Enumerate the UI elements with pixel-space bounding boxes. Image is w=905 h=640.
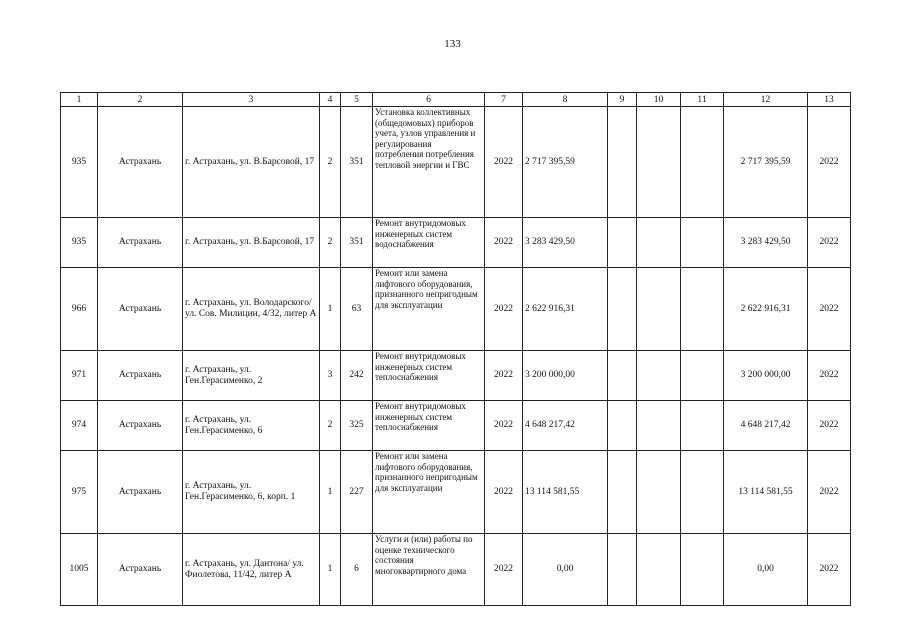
work-type-cell: Ремонт или замена лифтового оборудования, признанного непригодным для эксплуатации — [373, 268, 485, 351]
column-header: 9 — [608, 93, 637, 107]
col5-cell: 242 — [341, 351, 373, 401]
work-type-cell: Ремонт внутридомовых инженерных систем теплоснабжения — [373, 401, 485, 451]
table-row — [61, 351, 851, 401]
col11-cell — [681, 218, 724, 268]
row-id: 1005 — [61, 534, 98, 606]
col12-cell: 0,00 — [724, 534, 808, 606]
row-id: 935 — [61, 107, 98, 218]
col12-cell: 13 114 581,55 — [724, 451, 808, 534]
column-header: 11 — [681, 93, 724, 107]
header-row — [61, 93, 851, 107]
table-row — [61, 451, 851, 534]
col13-cell: 2022 — [808, 107, 851, 218]
col13-cell: 2022 — [808, 451, 851, 534]
col5-cell: 63 — [341, 268, 373, 351]
col12-cell: 4 648 217,42 — [724, 401, 808, 451]
row-id: 971 — [61, 351, 98, 401]
work-type-cell: Ремонт внутридомовых инженерных систем водоснабжения — [373, 218, 485, 268]
col9-cell — [608, 107, 637, 218]
col9-cell — [608, 268, 637, 351]
col4-cell: 1 — [320, 534, 341, 606]
column-header: 3 — [183, 93, 320, 107]
col5-cell: 227 — [341, 451, 373, 534]
year-cell: 2022 — [485, 401, 523, 451]
col4-cell: 3 — [320, 351, 341, 401]
col12-cell: 2 622 916,31 — [724, 268, 808, 351]
cost-cell: 0,00 — [523, 534, 608, 606]
col10-cell — [637, 534, 681, 606]
col11-cell — [681, 401, 724, 451]
table-row — [61, 268, 851, 351]
col10-cell — [637, 451, 681, 534]
column-header: 8 — [523, 93, 608, 107]
table-row — [61, 107, 851, 218]
col10-cell — [637, 107, 681, 218]
col9-cell — [608, 218, 637, 268]
col12-cell: 2 717 395,59 — [724, 107, 808, 218]
table-row — [61, 534, 851, 606]
address-cell: г. Астрахань, ул. Ген.Герасименко, 2 — [183, 351, 320, 401]
year-cell: 2022 — [485, 534, 523, 606]
col11-cell — [681, 451, 724, 534]
city-cell: Астрахань — [98, 451, 183, 534]
col9-cell — [608, 451, 637, 534]
row-id: 935 — [61, 218, 98, 268]
col10-cell — [637, 268, 681, 351]
column-header: 4 — [320, 93, 341, 107]
row-id: 966 — [61, 268, 98, 351]
city-cell: Астрахань — [98, 401, 183, 451]
cost-cell: 4 648 217,42 — [523, 401, 608, 451]
address-cell: г. Астрахань, ул. Володарского/ ул. Сов. Милиции, 4/32, литер А — [183, 268, 320, 351]
table-row — [61, 218, 851, 268]
col5-cell: 6 — [341, 534, 373, 606]
col10-cell — [637, 351, 681, 401]
table-row — [61, 401, 851, 451]
col4-cell: 2 — [320, 401, 341, 451]
column-header: 2 — [98, 93, 183, 107]
col10-cell — [637, 218, 681, 268]
city-cell: Астрахань — [98, 534, 183, 606]
city-cell: Астрахань — [98, 218, 183, 268]
col10-cell — [637, 401, 681, 451]
column-header: 6 — [373, 93, 485, 107]
cost-cell: 3 283 429,50 — [523, 218, 608, 268]
col13-cell: 2022 — [808, 401, 851, 451]
col11-cell — [681, 534, 724, 606]
col4-cell: 1 — [320, 268, 341, 351]
column-header: 1 — [61, 93, 98, 107]
col4-cell: 1 — [320, 451, 341, 534]
work-type-cell: Услуги и (или) работы по оценке технического состояния многоквартирного дома — [373, 534, 485, 606]
address-cell: г. Астрахань, ул. Дантона/ ул. Фиолетова, 11/42, литер А — [183, 534, 320, 606]
col11-cell — [681, 268, 724, 351]
cost-cell: 2 717 395,59 — [523, 107, 608, 218]
col12-cell: 3 200 000,00 — [724, 351, 808, 401]
year-cell: 2022 — [485, 351, 523, 401]
row-id: 974 — [61, 401, 98, 451]
col11-cell — [681, 107, 724, 218]
column-header: 10 — [637, 93, 681, 107]
col5-cell: 325 — [341, 401, 373, 451]
col4-cell: 2 — [320, 218, 341, 268]
cost-cell: 2 622 916,31 — [523, 268, 608, 351]
city-cell: Астрахань — [98, 268, 183, 351]
work-type-cell: Ремонт внутридомовых инженерных систем теплоснабжения — [373, 351, 485, 401]
year-cell: 2022 — [485, 107, 523, 218]
work-type-cell: Ремонт или замена лифтового оборудования, признанного непригодным для эксплуатации — [373, 451, 485, 534]
column-header: 13 — [808, 93, 851, 107]
col13-cell: 2022 — [808, 351, 851, 401]
row-id: 975 — [61, 451, 98, 534]
city-cell: Астрахань — [98, 107, 183, 218]
address-cell: г. Астрахань, ул. В.Барсовой, 17 — [183, 107, 320, 218]
cost-cell: 13 114 581,55 — [523, 451, 608, 534]
col5-cell: 351 — [341, 218, 373, 268]
col13-cell: 2022 — [808, 218, 851, 268]
page-number: 133 — [444, 38, 461, 50]
col11-cell — [681, 351, 724, 401]
col13-cell: 2022 — [808, 534, 851, 606]
address-cell: г. Астрахань, ул. Ген.Герасименко, 6 — [183, 401, 320, 451]
col5-cell: 351 — [341, 107, 373, 218]
work-type-cell: Установка коллективных (общедомовых) приборов учета, узлов управления и регулирования потребления потребления тепловой энергии и ГВС — [373, 107, 485, 218]
address-cell: г. Астрахань, ул. Ген.Герасименко, 6, корп. 1 — [183, 451, 320, 534]
cost-cell: 3 200 000,00 — [523, 351, 608, 401]
year-cell: 2022 — [485, 268, 523, 351]
city-cell: Астрахань — [98, 351, 183, 401]
address-cell: г. Астрахань, ул. В.Барсовой, 17 — [183, 218, 320, 268]
col13-cell: 2022 — [808, 268, 851, 351]
col12-cell: 3 283 429,50 — [724, 218, 808, 268]
column-header: 5 — [341, 93, 373, 107]
column-header: 7 — [485, 93, 523, 107]
col4-cell: 2 — [320, 107, 341, 218]
year-cell: 2022 — [485, 451, 523, 534]
column-header: 12 — [724, 93, 808, 107]
year-cell: 2022 — [485, 218, 523, 268]
col9-cell — [608, 351, 637, 401]
col9-cell — [608, 534, 637, 606]
col9-cell — [608, 401, 637, 451]
repair-program-table — [60, 92, 851, 606]
